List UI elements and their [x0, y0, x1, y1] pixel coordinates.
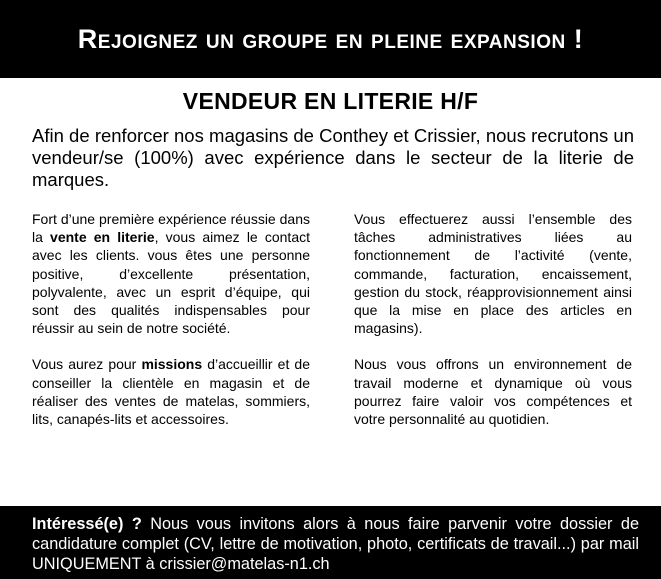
banner-title: Rejoignez un groupe en pleine expansion !: [77, 23, 584, 54]
profile-paragraph: [32, 210, 310, 337]
profile-highlight: vente en literie: [50, 229, 155, 246]
missions-text-start: Vous aurez pour: [32, 356, 142, 373]
missions-highlight: missions: [141, 356, 203, 373]
job-title: VENDEUR EN LITERIE H/F: [182, 88, 479, 114]
profile-text-end: , vous aimez le contact avec les clients. vous êtes une personne positive, d’excellente présentation, polyvalente, avec un esprit d’équipe, qui sont des qualités indispensables pour réussir au sein de notre société.: [32, 229, 310, 337]
missions-text-end: d’accueillir et de conseiller la clientèle en magasin et de réaliser des ventes de matelas, sommiers, lits, canapés-lits et accessoires.: [32, 356, 310, 428]
right-column: [354, 210, 632, 446]
header-banner: [0, 0, 661, 78]
application-paragraph: [32, 514, 639, 574]
missions-paragraph: [32, 355, 310, 428]
offer-paragraph: Nous vous offrons un environnement de travail moderne et dynamique où vous pourrez faire valoir vos compétences et votre personnalité au quotidien.: [354, 356, 632, 428]
tasks-paragraph: Vous effectuerez aussi l’ensemble des tâches administratives liées au fonctionnement de l’activité (vente, commande, facturation, encaissement, gestion du stock, réapprovisionnement ainsi que la mise en place des articles en magasins).: [354, 211, 632, 337]
profile-text-start: Fort d’une première expérience réussie dans la: [32, 211, 310, 246]
application-highlight: Intéressé(e) ?: [32, 515, 142, 533]
application-text: Nous vous invitons alors à nous faire parvenir votre dossier de candidature complet (CV, lettre de motivation, photo, certificats de travail...) par mail UNIQUEMENT à crissier@matelas-n1.ch: [32, 515, 639, 573]
left-column: [32, 210, 310, 446]
intro-paragraph: Afin de renforcer nos magasins de Conthey et Crissier, nous recrutons un vendeur/se (100%) avec expérience dans le secteur de la literie de marques.: [32, 125, 634, 190]
footer-banner: [0, 506, 661, 579]
